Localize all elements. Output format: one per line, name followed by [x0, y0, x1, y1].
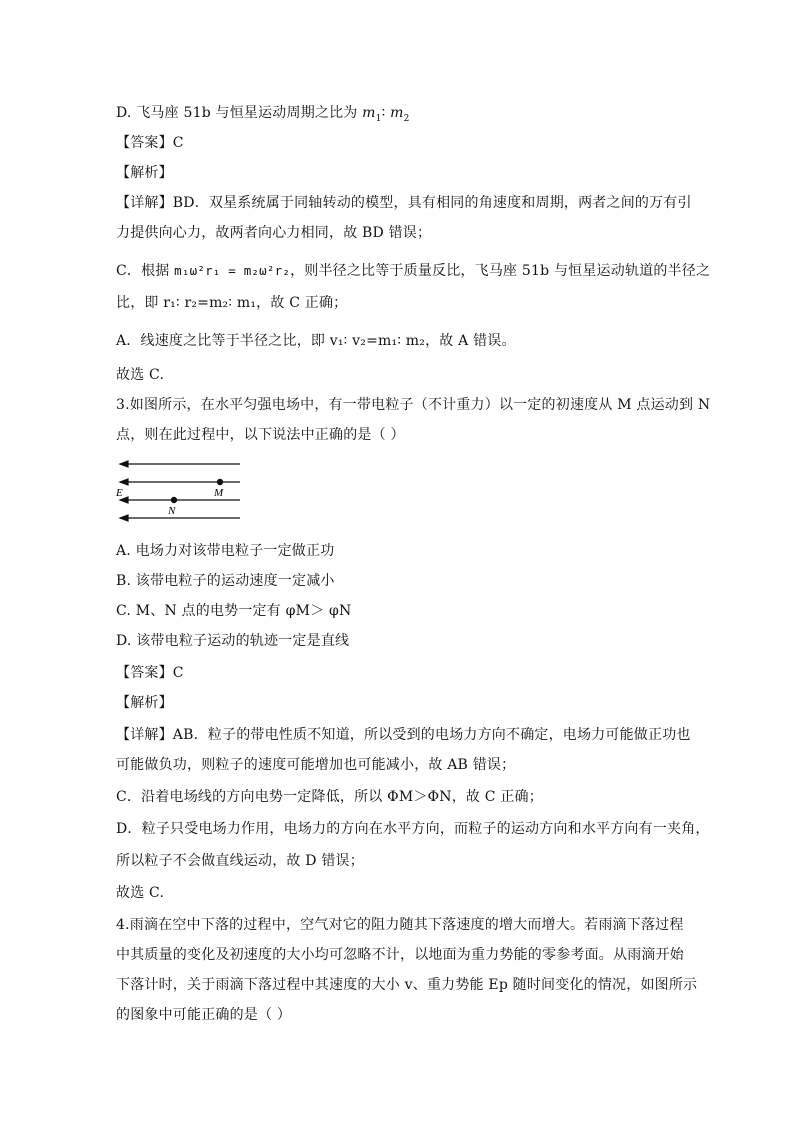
q4-stem-line-3: 下落计时，关于雨滴下落过程中其速度的大小 v、重力势能 Ep 随时间变化的情况，如图所示 — [116, 977, 698, 993]
q2-option-d-sub2: 2 — [403, 113, 410, 124]
q3-answer: 【答案】C — [116, 665, 184, 681]
q3-option-d: D. 该带电粒子运动的轨迹一定是直线 — [116, 633, 350, 649]
q2-detail-line-1: 【详解】BD．双星系统属于同轴转动的模型，具有相同的角速度和周期，两者之间的万有引 — [116, 195, 692, 211]
point-n — [171, 497, 176, 502]
q2-answer: 【答案】C — [116, 135, 184, 151]
label-m: M — [214, 487, 224, 499]
label-e: E — [116, 487, 123, 499]
q4-stem-line-4: 的图象中可能正确的是（ ） — [116, 1007, 292, 1023]
q2-option-d-m2: m — [390, 105, 404, 121]
q3-detail-line-2: 可能做负功，则粒子的速度可能增加也可能减小，故 AB 错误； — [116, 757, 516, 773]
q3-detail-line-1: 【详解】AB．粒子的带电性质不知道，所以受到的电场力方向不确定，电场力可能做正功也 — [116, 727, 691, 743]
electric-field-figure — [116, 458, 242, 526]
q3-option-a: A. 电场力对该带电粒子一定做正功 — [116, 543, 335, 559]
q4-stem-line-1: 4.雨滴在空中下落的过程中，空气对它的阻力随其下落速度的增大而增大。若雨滴下落过程 — [116, 917, 684, 933]
q3-detail-line-4: D．粒子只受电场力作用，电场力的方向在水平方向，而粒子的运动方向和水平方向有一夹角， — [116, 821, 710, 837]
q2-option-c-line-1 — [116, 262, 711, 280]
label-n: N — [168, 505, 176, 517]
q2-choose: 故选 C. — [116, 367, 165, 383]
q3-option-c: C. M、N 点的电势一定有 φM＞ φN — [116, 603, 352, 619]
q2-option-d-sep: ∶ — [381, 105, 391, 121]
q2-option-a-line: A．线速度之比等于半径之比，即 v₁∶ v₂=m₁∶ m₂，故 A 错误。 — [116, 333, 516, 349]
q2-option-d — [116, 104, 686, 122]
q3-option-b: B. 该带电粒子的运动速度一定减小 — [116, 573, 335, 589]
field-arrow-1 — [120, 461, 128, 467]
point-m — [217, 479, 222, 484]
q2-c-formula: m₁ω²r₁ = m₂ω²r₂ — [174, 263, 291, 278]
q3-choose: 故选 C. — [116, 885, 165, 901]
q3-stem-line-1: 3.如图所示，在水平匀强电场中，有一带电粒子（不计重力）以一定的初速度从 M 点运动到 N — [116, 397, 711, 413]
field-arrow-2 — [120, 479, 128, 485]
q2-option-d-sub1: 1 — [375, 113, 382, 124]
field-arrow-4 — [120, 515, 128, 521]
q4-stem-line-2: 中其质量的变化及初速度的大小均可忽略不计，以地面为重力势能的零参考面。从雨滴开始 — [116, 947, 684, 963]
q3-detail-line-5: 所以粒子不会做直线运动，故 D 错误； — [116, 853, 364, 869]
q3-analysis-heading: 【解析】 — [116, 695, 173, 711]
q2-option-d-text: D. 飞马座 51b 与恒星运动周期之比为 — [116, 105, 363, 121]
q3-stem-line-2: 点，则在此过程中，以下说法中正确的是（ ） — [116, 427, 405, 443]
q2-c-prefix: C．根据 — [116, 263, 175, 279]
q2-detail-line-2: 力提供向心力，故两者向心力相同，故 BD 错误； — [116, 225, 432, 241]
q3-detail-line-3: C．沿着电场线的方向电势一定降低，所以 ΦM＞ΦN，故 C 正确； — [116, 789, 543, 805]
q2-option-c-line-2: 比，即 r₁∶ r₂=m₂∶ m₁，故 C 正确； — [116, 295, 348, 311]
q2-c-suffix: ，则半径之比等于质量反比，飞马座 51b 与恒星运动轨道的半径之 — [290, 263, 711, 279]
q2-analysis-heading: 【解析】 — [116, 165, 173, 181]
q2-option-d-m1: m — [362, 105, 376, 121]
